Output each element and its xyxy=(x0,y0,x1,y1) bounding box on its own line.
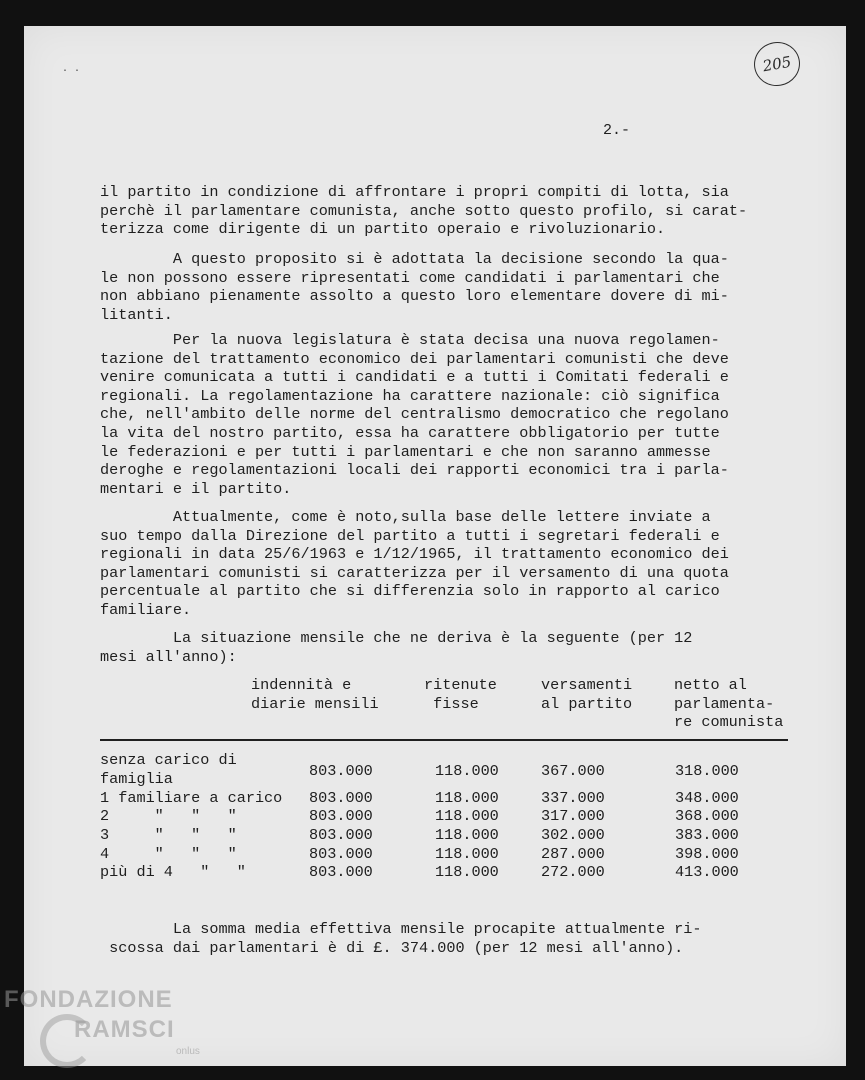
cell-ritenute: 118.000 xyxy=(435,826,499,844)
cell-ritenute: 118.000 xyxy=(435,863,499,881)
paragraph-2: A questo proposito si è adottata la decisione secondo la qua- le non possono essere ripresentati come candidati i parlamentari che non abbiano pienamente assolto a questo loro elementare dovere di mi- litanti. xyxy=(100,250,729,324)
cell-netto: 383.000 xyxy=(675,826,739,844)
header-ritenute: ritenute fisse xyxy=(424,676,497,713)
row-label: senza carico di famiglia xyxy=(100,751,237,788)
cell-ritenute: 118.000 xyxy=(435,789,499,807)
cell-netto: 368.000 xyxy=(675,807,739,825)
closing-paragraph: La somma media effettiva mensile procapite attualmente ri- scossa dai parlamentari è di £. 374.000 (per 12 mesi all'anno). xyxy=(109,920,702,957)
cell-ritenute: 118.000 xyxy=(435,845,499,863)
row-label: 3 " " " xyxy=(100,826,237,844)
row-label: 4 " " " xyxy=(100,845,237,863)
cell-indennita: 803.000 xyxy=(309,826,373,844)
cell-versamenti: 367.000 xyxy=(541,762,605,780)
watermark-line3: onlus xyxy=(176,1046,200,1057)
cell-versamenti: 302.000 xyxy=(541,826,605,844)
row-label: più di 4 " " xyxy=(100,863,246,881)
watermark-logo xyxy=(4,986,224,1066)
paragraph-4: Attualmente, come è noto,sulla base delle lettere inviate a suo tempo dalla Direzione del partito a tutti i segretari federali e regionali in data 25/6/1963 e 1/12/1965, il trattamento economico dei parlamentari comunisti si caratterizza per il versamento di una quota percentuale al partito che si differenzia solo in rapporto al carico familiare. xyxy=(100,508,729,619)
row-label: 1 familiare a carico xyxy=(100,789,283,807)
header-versamenti: versamenti al partito xyxy=(541,676,633,713)
header-indennita: indennità e diarie mensili xyxy=(251,676,379,713)
row-label: 2 " " " xyxy=(100,807,237,825)
handwritten-page-annotation: 205 xyxy=(751,38,804,89)
cell-netto: 318.000 xyxy=(675,762,739,780)
paragraph-3: Per la nuova legislatura è stata decisa una nuova regolamen- tazione del trattamento economico dei parlamentari comunisti che deve venire comunicata a tutti i candidati e a tutti i Comitati federali e regionali. La regolamentazione ha carattere nazionale: ciò significa che, nell'ambito delle norme del centralismo democratico che regolano la vita del nostro partito, essa ha carattere obbligatorio per tutte le federazioni e per tutti i parlamentari e che non saranno ammesse deroghe e regolamentazioni locali dei rapporti economici tra i parla- mentari e il partito. xyxy=(100,331,729,498)
watermark-line2: RAMSCI xyxy=(74,1016,175,1043)
cell-versamenti: 337.000 xyxy=(541,789,605,807)
cell-indennita: 803.000 xyxy=(309,789,373,807)
cell-versamenti: 287.000 xyxy=(541,845,605,863)
cell-indennita: 803.000 xyxy=(309,762,373,780)
table-rule xyxy=(100,739,788,741)
cell-indennita: 803.000 xyxy=(309,807,373,825)
cell-ritenute: 118.000 xyxy=(435,807,499,825)
cell-indennita: 803.000 xyxy=(309,845,373,863)
cell-netto: 413.000 xyxy=(675,863,739,881)
cell-versamenti: 317.000 xyxy=(541,807,605,825)
cell-netto: 398.000 xyxy=(675,845,739,863)
watermark-line1: FONDAZIONE xyxy=(4,986,173,1013)
paragraph-1: il partito in condizione di affrontare i propri compiti di lotta, sia perchè il parlamentare comunista, anche sotto questo profilo, si carat- terizza come dirigente di un partito operaio e rivoluzionario. xyxy=(100,183,748,239)
paragraph-5: La situazione mensile che ne deriva è la seguente (per 12 mesi all'anno): xyxy=(100,629,693,666)
cell-ritenute: 118.000 xyxy=(435,762,499,780)
stray-marks: · · xyxy=(62,66,81,77)
page-number: 2.- xyxy=(603,122,631,139)
cell-indennita: 803.000 xyxy=(309,863,373,881)
cell-netto: 348.000 xyxy=(675,789,739,807)
cell-versamenti: 272.000 xyxy=(541,863,605,881)
header-netto: netto al parlamenta- re comunista xyxy=(674,676,784,732)
